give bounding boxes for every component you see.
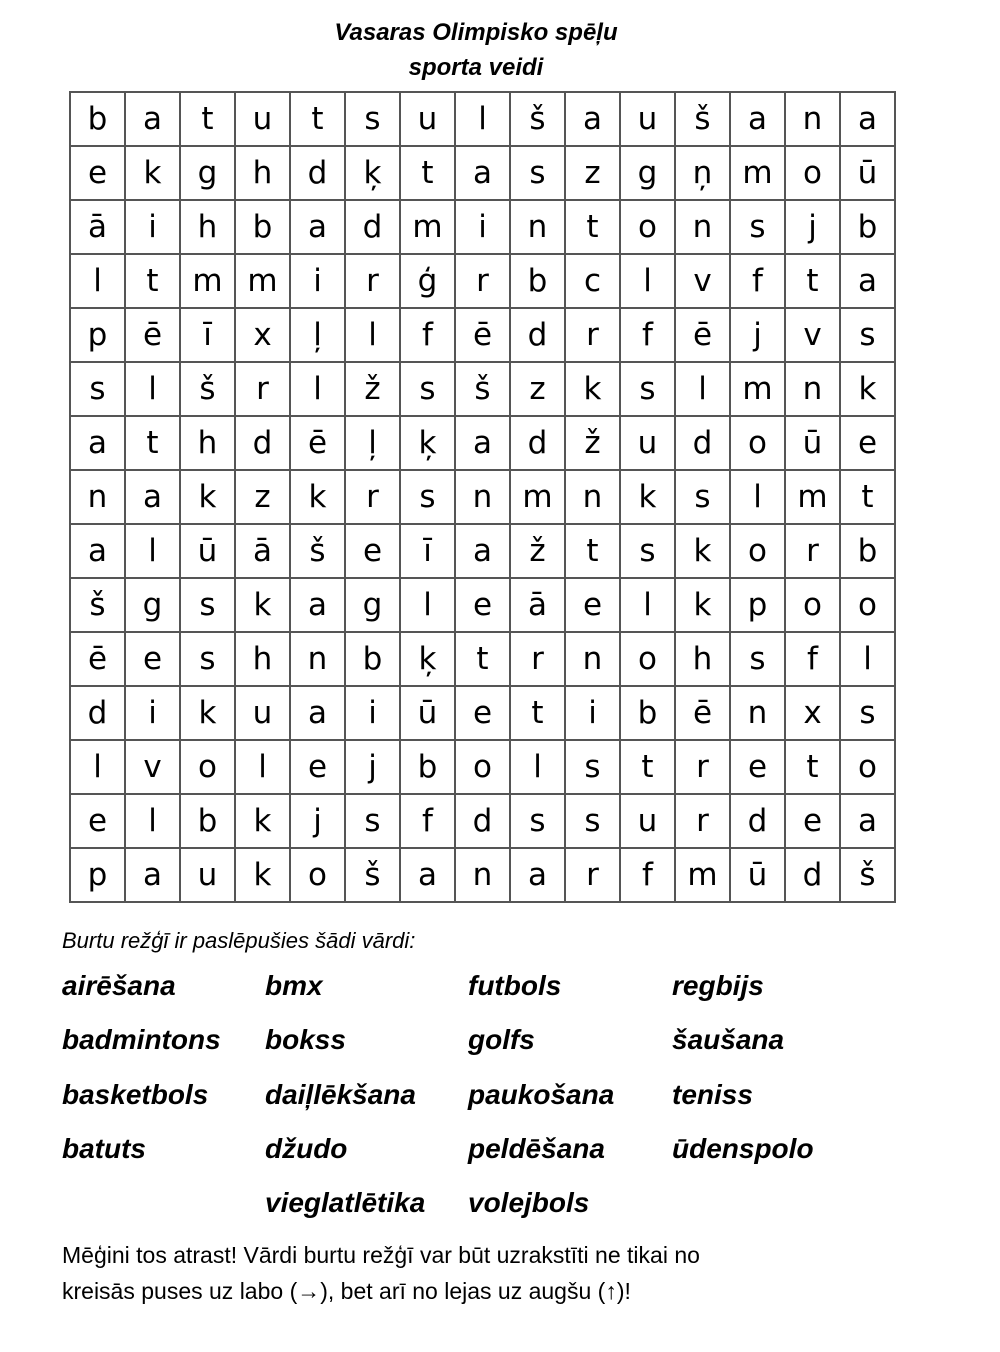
grid-cell[interactable]: r	[565, 848, 620, 902]
grid-cell[interactable]: c	[565, 254, 620, 308]
grid-cell[interactable]: n	[785, 92, 840, 146]
grid-row	[70, 632, 895, 686]
grid-cell[interactable]: k	[235, 794, 290, 848]
grid-cell[interactable]: a	[400, 848, 455, 902]
grid-cell[interactable]: i	[455, 200, 510, 254]
grid-cell[interactable]: r	[510, 632, 565, 686]
grid-cell[interactable]: f	[785, 632, 840, 686]
grid-cell[interactable]: b	[840, 200, 895, 254]
grid-cell[interactable]: r	[675, 740, 730, 794]
grid-cell[interactable]: g	[620, 146, 675, 200]
grid-cell[interactable]: n	[455, 848, 510, 902]
grid-cell[interactable]: f	[730, 254, 785, 308]
grid-cell[interactable]: j	[345, 740, 400, 794]
grid-cell[interactable]: o	[840, 578, 895, 632]
grid-cell[interactable]: o	[785, 578, 840, 632]
grid-cell[interactable]: e	[70, 794, 125, 848]
grid-cell[interactable]: j	[290, 794, 345, 848]
grid-cell[interactable]: n	[290, 632, 345, 686]
grid-cell[interactable]: ļ	[290, 308, 345, 362]
grid-cell[interactable]: i	[125, 686, 180, 740]
instructions	[62, 1237, 962, 1309]
grid-cell[interactable]: s	[840, 686, 895, 740]
grid-cell[interactable]: l	[840, 632, 895, 686]
grid-cell[interactable]: x	[235, 308, 290, 362]
grid-cell[interactable]: i	[345, 686, 400, 740]
grid-cell[interactable]: ē	[675, 686, 730, 740]
grid-cell[interactable]: b	[70, 92, 125, 146]
word-list-column	[468, 966, 614, 1237]
grid-cell[interactable]: s	[345, 92, 400, 146]
grid-cell[interactable]: o	[620, 200, 675, 254]
grid-cell[interactable]: t	[620, 740, 675, 794]
word-list-item: futbols	[468, 970, 562, 1001]
grid-cell[interactable]: o	[840, 740, 895, 794]
grid-row	[70, 92, 895, 146]
grid-cell[interactable]: k	[125, 146, 180, 200]
grid-row	[70, 416, 895, 470]
grid-cell[interactable]: s	[510, 146, 565, 200]
grid-cell[interactable]: k	[290, 470, 345, 524]
grid-cell[interactable]: d	[290, 146, 345, 200]
grid-cell[interactable]: u	[235, 686, 290, 740]
grid-cell[interactable]: ž	[565, 416, 620, 470]
grid-cell[interactable]: m	[180, 254, 235, 308]
grid-cell[interactable]: r	[455, 254, 510, 308]
grid-cell[interactable]: a	[730, 92, 785, 146]
grid-cell[interactable]: ā	[235, 524, 290, 578]
grid-cell[interactable]: s	[345, 794, 400, 848]
grid-cell[interactable]: a	[125, 848, 180, 902]
grid-cell[interactable]: z	[510, 362, 565, 416]
grid-row	[70, 848, 895, 902]
word-list-item: regbijs	[672, 970, 764, 1001]
grid-cell[interactable]: l	[620, 578, 675, 632]
grid-cell[interactable]: ī	[400, 524, 455, 578]
grid-cell[interactable]: ā	[510, 578, 565, 632]
grid-cell[interactable]: a	[125, 92, 180, 146]
grid-cell[interactable]: u	[235, 92, 290, 146]
grid-cell[interactable]: d	[730, 794, 785, 848]
grid-cell[interactable]: l	[70, 740, 125, 794]
grid-cell[interactable]: k	[840, 362, 895, 416]
grid-cell[interactable]: s	[565, 794, 620, 848]
grid-cell[interactable]: š	[510, 92, 565, 146]
word-list-item: golfs	[468, 1024, 535, 1056]
grid-cell[interactable]: r	[235, 362, 290, 416]
grid-cell[interactable]: t	[400, 146, 455, 200]
grid-cell[interactable]: s	[675, 470, 730, 524]
word-list-column	[62, 966, 221, 1183]
grid-cell[interactable]: s	[180, 632, 235, 686]
worksheet-title-line2: sporta veidi	[408, 54, 544, 81]
grid-cell[interactable]: e	[785, 794, 840, 848]
grid-cell[interactable]: v	[125, 740, 180, 794]
grid-cell[interactable]: a	[455, 416, 510, 470]
grid-cell[interactable]: s	[400, 470, 455, 524]
grid-cell[interactable]: t	[785, 254, 840, 308]
word-search-grid	[69, 91, 896, 903]
grid-cell[interactable]: ņ	[675, 146, 730, 200]
grid-cell[interactable]: i	[125, 200, 180, 254]
grid-cell[interactable]: n	[675, 200, 730, 254]
grid-cell[interactable]: o	[180, 740, 235, 794]
grid-cell[interactable]: s	[620, 362, 675, 416]
grid-cell[interactable]: b	[345, 632, 400, 686]
grid-cell[interactable]: d	[235, 416, 290, 470]
grid-cell[interactable]: e	[70, 146, 125, 200]
grid-cell[interactable]: n	[510, 200, 565, 254]
grid-cell[interactable]: k	[620, 470, 675, 524]
grid-cell[interactable]: ū	[400, 686, 455, 740]
grid-cell[interactable]: a	[840, 794, 895, 848]
grid-row	[70, 200, 895, 254]
grid-cell[interactable]: s	[730, 200, 785, 254]
grid-cell[interactable]: a	[70, 524, 125, 578]
grid-cell[interactable]: t	[840, 470, 895, 524]
word-list-item: paukošana	[468, 1078, 615, 1110]
instructions-line2: kreisās puses uz labo (→), bet arī no lejas uz augšu (↑)!	[62, 1278, 631, 1304]
grid-cell[interactable]: t	[565, 524, 620, 578]
word-list-item: džudo	[265, 1132, 348, 1164]
grid-cell[interactable]: h	[180, 416, 235, 470]
grid-cell[interactable]: m	[730, 362, 785, 416]
grid-cell[interactable]: s	[730, 632, 785, 686]
word-list-item: vieglatlētika	[265, 1187, 426, 1219]
grid-cell[interactable]: k	[180, 686, 235, 740]
grid-cell[interactable]: e	[455, 578, 510, 632]
grid-cell[interactable]: t	[125, 254, 180, 308]
grid-cell[interactable]: l	[620, 254, 675, 308]
grid-cell[interactable]: ū	[730, 848, 785, 902]
word-list-item: peldēšana	[468, 1132, 605, 1164]
grid-cell[interactable]: š	[345, 848, 400, 902]
grid-cell[interactable]: e	[455, 686, 510, 740]
word-list-item: teniss	[672, 1078, 753, 1110]
grid-row	[70, 578, 895, 632]
grid-cell[interactable]: p	[70, 308, 125, 362]
grid-cell[interactable]: ē	[290, 416, 345, 470]
grid-cell[interactable]: ķ	[345, 146, 400, 200]
grid-cell[interactable]: l	[235, 740, 290, 794]
grid-cell[interactable]: ē	[455, 308, 510, 362]
grid-cell[interactable]: l	[510, 740, 565, 794]
grid-cell[interactable]: k	[235, 848, 290, 902]
grid-cell[interactable]: ž	[345, 362, 400, 416]
grid-cell[interactable]: s	[70, 362, 125, 416]
word-list-item: bokss	[265, 1024, 346, 1056]
grid-cell[interactable]: ū	[180, 524, 235, 578]
worksheet-title-line1: Vasaras Olimpisko spēļu	[334, 19, 618, 46]
grid-cell[interactable]: t	[290, 92, 345, 146]
grid-cell[interactable]: e	[345, 524, 400, 578]
grid-cell[interactable]: t	[125, 416, 180, 470]
grid-row	[70, 740, 895, 794]
grid-cell[interactable]: l	[455, 92, 510, 146]
grid-cell[interactable]: o	[730, 524, 785, 578]
grid-cell[interactable]: e	[125, 632, 180, 686]
grid-row	[70, 470, 895, 524]
grid-cell[interactable]: ķ	[400, 416, 455, 470]
grid-cell[interactable]: k	[235, 578, 290, 632]
grid-cell[interactable]: a	[455, 146, 510, 200]
grid-cell[interactable]: s	[510, 794, 565, 848]
grid-cell[interactable]: b	[400, 740, 455, 794]
grid-row	[70, 686, 895, 740]
grid-cell[interactable]: g	[180, 146, 235, 200]
grid-cell[interactable]: e	[565, 578, 620, 632]
grid-cell[interactable]: a	[290, 686, 345, 740]
grid-cell[interactable]: v	[675, 254, 730, 308]
grid-cell[interactable]: l	[125, 524, 180, 578]
grid-cell[interactable]: l	[345, 308, 400, 362]
grid-cell[interactable]: f	[620, 308, 675, 362]
grid-cell[interactable]: z	[235, 470, 290, 524]
grid-cell[interactable]: b	[235, 200, 290, 254]
grid-cell[interactable]: o	[455, 740, 510, 794]
grid-cell[interactable]: n	[70, 470, 125, 524]
grid-cell[interactable]: a	[510, 848, 565, 902]
grid-cell[interactable]: t	[510, 686, 565, 740]
grid-cell[interactable]: d	[510, 416, 565, 470]
grid-cell[interactable]: n	[565, 632, 620, 686]
grid-cell[interactable]: b	[180, 794, 235, 848]
grid-cell[interactable]: e	[840, 416, 895, 470]
grid-cell[interactable]: k	[675, 578, 730, 632]
word-list-item: ūdenspolo	[672, 1132, 814, 1164]
grid-cell[interactable]: k	[180, 470, 235, 524]
grid-cell[interactable]: f	[620, 848, 675, 902]
grid-cell[interactable]: n	[455, 470, 510, 524]
grid-row	[70, 308, 895, 362]
word-list-item: badmintons	[62, 1024, 221, 1056]
grid-cell[interactable]: s	[840, 308, 895, 362]
word-list-item: basketbols	[62, 1078, 209, 1110]
grid-cell[interactable]: b	[510, 254, 565, 308]
grid-cell[interactable]: r	[785, 524, 840, 578]
grid-cell[interactable]: m	[400, 200, 455, 254]
grid-cell[interactable]: e	[730, 740, 785, 794]
word-list-item: bmx	[265, 970, 323, 1001]
grid-cell[interactable]: e	[290, 740, 345, 794]
grid-cell[interactable]: l	[400, 578, 455, 632]
grid-cell[interactable]: ļ	[345, 416, 400, 470]
grid-cell[interactable]: a	[455, 524, 510, 578]
grid-cell[interactable]: a	[840, 254, 895, 308]
word-list-column	[265, 966, 425, 1237]
grid-cell[interactable]: p	[730, 578, 785, 632]
word-list-item: airēšana	[62, 970, 176, 1001]
grid-cell[interactable]: p	[70, 848, 125, 902]
grid-cell[interactable]: ē	[70, 632, 125, 686]
grid-cell[interactable]: s	[620, 524, 675, 578]
grid-row	[70, 146, 895, 200]
grid-cell[interactable]: d	[455, 794, 510, 848]
grid-cell[interactable]: k	[675, 524, 730, 578]
grid-cell[interactable]: m	[675, 848, 730, 902]
grid-cell[interactable]: r	[675, 794, 730, 848]
grid-cell[interactable]: x	[785, 686, 840, 740]
grid-cell[interactable]: ī	[180, 308, 235, 362]
grid-cell[interactable]: m	[510, 470, 565, 524]
grid-cell[interactable]: h	[675, 632, 730, 686]
grid-cell[interactable]: g	[345, 578, 400, 632]
grid-row	[70, 254, 895, 308]
grid-cell[interactable]: i	[290, 254, 345, 308]
grid-cell[interactable]: u	[620, 416, 675, 470]
grid-cell[interactable]: u	[180, 848, 235, 902]
grid-cell[interactable]: a	[125, 470, 180, 524]
grid-cell[interactable]: b	[840, 524, 895, 578]
grid-cell[interactable]: n	[785, 362, 840, 416]
grid-cell[interactable]: d	[345, 200, 400, 254]
grid-cell[interactable]: g	[125, 578, 180, 632]
word-list-item: daiļlēkšana	[265, 1078, 416, 1110]
grid-cell[interactable]: j	[730, 308, 785, 362]
grid-cell[interactable]: a	[290, 200, 345, 254]
grid-cell[interactable]: h	[235, 146, 290, 200]
grid-cell[interactable]: n	[730, 686, 785, 740]
grid-cell[interactable]: h	[235, 632, 290, 686]
grid-cell[interactable]: s	[180, 578, 235, 632]
grid-cell[interactable]: j	[785, 200, 840, 254]
grid-cell[interactable]: d	[675, 416, 730, 470]
word-list-column	[672, 966, 814, 1183]
grid-cell[interactable]: a	[840, 92, 895, 146]
grid-cell[interactable]: ž	[510, 524, 565, 578]
grid-row	[70, 362, 895, 416]
grid-cell[interactable]: a	[565, 92, 620, 146]
grid-cell[interactable]: d	[785, 848, 840, 902]
grid-cell[interactable]: ū	[840, 146, 895, 200]
grid-cell[interactable]: o	[785, 146, 840, 200]
grid-cell[interactable]: k	[565, 362, 620, 416]
instructions-line1: Mēģini tos atrast! Vārdi burtu režģī var būt uzrakstīti ne tikai no	[62, 1242, 700, 1268]
grid-cell[interactable]: t	[455, 632, 510, 686]
grid-cell[interactable]: l	[125, 794, 180, 848]
grid-cell[interactable]: h	[180, 200, 235, 254]
grid-cell[interactable]: d	[70, 686, 125, 740]
grid-cell[interactable]: f	[400, 308, 455, 362]
grid-cell[interactable]: š	[455, 362, 510, 416]
grid-cell[interactable]: m	[235, 254, 290, 308]
grid-cell[interactable]: š	[840, 848, 895, 902]
grid-cell[interactable]: l	[675, 362, 730, 416]
word-list-item: šaušana	[672, 1024, 785, 1056]
word-list-item: batuts	[62, 1132, 146, 1164]
grid-cell[interactable]: u	[620, 92, 675, 146]
grid-cell[interactable]: b	[620, 686, 675, 740]
grid-cell[interactable]: l	[290, 362, 345, 416]
grid-cell[interactable]: r	[345, 470, 400, 524]
grid-row	[70, 524, 895, 578]
word-list-item: volejbols	[468, 1187, 590, 1219]
grid-cell[interactable]: n	[565, 470, 620, 524]
grid-cell[interactable]: z	[565, 146, 620, 200]
grid-cell[interactable]: o	[620, 632, 675, 686]
grid-cell[interactable]: t	[180, 92, 235, 146]
grid-cell[interactable]: l	[125, 362, 180, 416]
grid-cell[interactable]: i	[565, 686, 620, 740]
grid-cell[interactable]: o	[290, 848, 345, 902]
grid-row	[70, 794, 895, 848]
grid-cell[interactable]: s	[400, 362, 455, 416]
grid-cell[interactable]: f	[400, 794, 455, 848]
grid-cell[interactable]: m	[730, 146, 785, 200]
grid-cell[interactable]: ū	[785, 416, 840, 470]
grid-cell[interactable]: t	[785, 740, 840, 794]
grid-cell[interactable]: r	[565, 308, 620, 362]
grid-cell[interactable]: u	[400, 92, 455, 146]
grid-cell[interactable]: ģ	[400, 254, 455, 308]
grid-cell[interactable]: a	[70, 416, 125, 470]
grid-cell[interactable]: ē	[125, 308, 180, 362]
grid-cell[interactable]: l	[70, 254, 125, 308]
grid-cell[interactable]: m	[785, 470, 840, 524]
grid-cell[interactable]: š	[70, 578, 125, 632]
grid-cell[interactable]: š	[290, 524, 345, 578]
grid-cell[interactable]: r	[345, 254, 400, 308]
grid-cell[interactable]: š	[180, 362, 235, 416]
grid-cell[interactable]: ā	[70, 200, 125, 254]
grid-cell[interactable]: a	[290, 578, 345, 632]
grid-cell[interactable]: v	[785, 308, 840, 362]
grid-cell[interactable]: ķ	[400, 632, 455, 686]
grid-cell[interactable]: d	[510, 308, 565, 362]
grid-cell[interactable]: t	[565, 200, 620, 254]
grid-cell[interactable]: o	[730, 416, 785, 470]
grid-cell[interactable]: u	[620, 794, 675, 848]
hidden-words-hint: Burtu režģī ir paslēpušies šādi vārdi:	[62, 928, 416, 953]
grid-cell[interactable]: l	[730, 470, 785, 524]
grid-cell[interactable]: s	[565, 740, 620, 794]
grid-cell[interactable]: š	[675, 92, 730, 146]
grid-cell[interactable]: ē	[675, 308, 730, 362]
